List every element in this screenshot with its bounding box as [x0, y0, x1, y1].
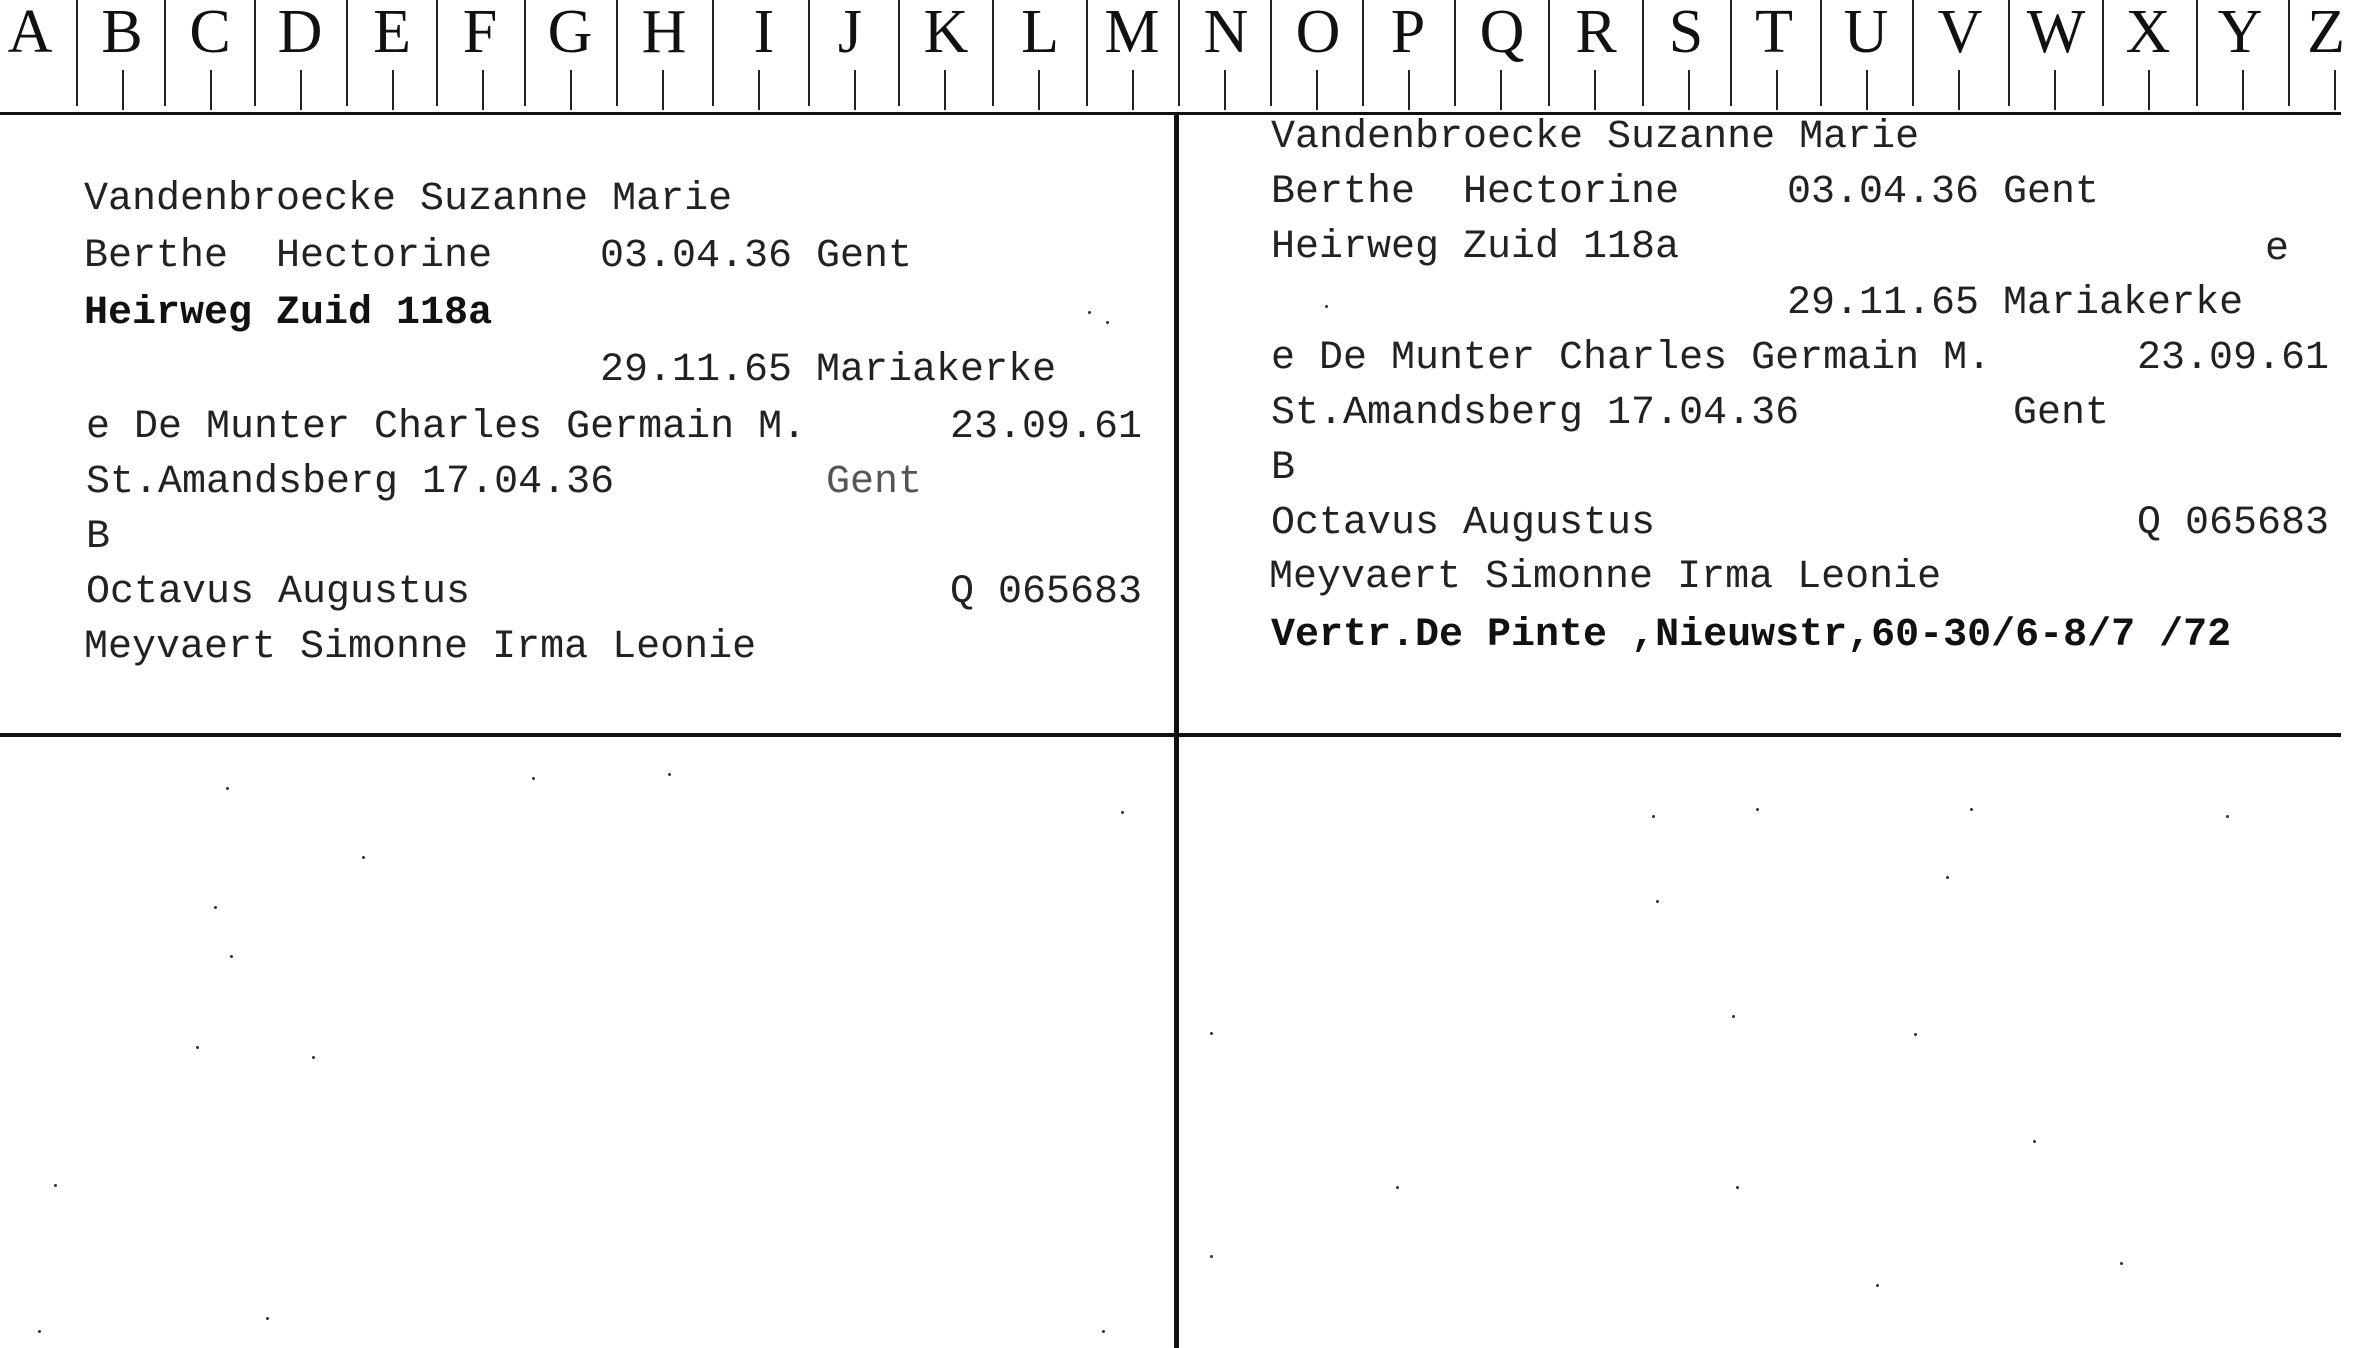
- index-divider: [1820, 0, 1822, 106]
- index-divider: [1730, 0, 1732, 106]
- index-divider: [524, 0, 526, 106]
- left-code: B: [86, 515, 111, 560]
- index-tick: [1500, 70, 1502, 110]
- right-code: B: [1271, 446, 1296, 491]
- index-divider: [2102, 0, 2104, 106]
- index-divider: [436, 0, 438, 106]
- scan-speck: [1121, 811, 1124, 814]
- index-divider: [76, 0, 78, 106]
- index-tick: [2242, 70, 2244, 110]
- scan-speck: [54, 1184, 57, 1187]
- scan-speck: [1396, 1186, 1399, 1189]
- index-tick: [758, 70, 760, 110]
- index-tick: [1316, 70, 1318, 110]
- index-tick: [1688, 70, 1690, 110]
- index-divider: [992, 0, 994, 106]
- scan-speck: [668, 773, 671, 776]
- index-divider: [164, 0, 166, 106]
- left-spouse: e De Munter Charles Germain M.: [86, 405, 807, 450]
- scan-speck: [362, 856, 365, 859]
- index-letter-d: D: [277, 0, 323, 66]
- index-tick: [662, 70, 664, 110]
- scan-speck: [1102, 1330, 1105, 1333]
- index-letter-t: T: [1755, 0, 1793, 66]
- right-card-bottom-rule: [1179, 733, 2341, 737]
- right-spouse-birth-place: Gent: [2013, 391, 2110, 436]
- card-divider: [1174, 112, 1179, 1348]
- right-marriage-date-place: 29.11.65 Mariakerke: [1787, 281, 2244, 326]
- alphabet-index-bar: [0, 0, 2345, 115]
- scan-speck: [1914, 1033, 1917, 1036]
- left-spouse-birth-place: Gent: [826, 460, 923, 505]
- left-birth-date-place: 03.04.36 Gent: [600, 234, 913, 279]
- scan-speck: [1970, 808, 1973, 811]
- right-given-names: Berthe Hectorine: [1271, 170, 1680, 215]
- right-spouse-date: 23.09.61: [2137, 336, 2330, 381]
- index-divider: [1548, 0, 1550, 106]
- index-divider: [898, 0, 900, 106]
- left-marriage-date-place: 29.11.65 Mariakerke: [600, 348, 1057, 393]
- index-divider: [1178, 0, 1180, 106]
- right-father: Octavus Augustus: [1271, 501, 1656, 546]
- scan-speck: [1656, 900, 1659, 903]
- left-spouse-date: 23.09.61: [950, 405, 1143, 450]
- scan-speck: [1736, 1186, 1739, 1189]
- scan-speck: [1756, 808, 1759, 811]
- scan-speck: [1732, 1015, 1735, 1018]
- index-letter-n: N: [1203, 0, 1249, 66]
- index-tick: [1866, 70, 1868, 110]
- index-tick: [1132, 70, 1134, 110]
- index-letter-m: M: [1104, 0, 1160, 66]
- index-tick: [300, 70, 302, 110]
- index-letter-r: R: [1575, 0, 1617, 66]
- index-tick: [944, 70, 946, 110]
- left-mother: Meyvaert Simonne Irma Leonie: [84, 625, 757, 670]
- scan-speck: [1876, 1284, 1879, 1287]
- index-letter-j: J: [837, 0, 863, 66]
- right-spouse-birth: St.Amandsberg 17.04.36: [1271, 391, 1800, 436]
- index-letter-v: V: [1937, 0, 1983, 66]
- index-tick: [2334, 70, 2336, 110]
- index-divider: [1454, 0, 1456, 106]
- scan-speck: [1946, 876, 1949, 879]
- index-divider: [1086, 0, 1088, 106]
- index-letter-h: H: [641, 0, 687, 66]
- index-tick: [1958, 70, 1960, 110]
- index-letter-x: X: [2125, 0, 2171, 66]
- index-letter-k: K: [923, 0, 969, 66]
- scan-speck: [2226, 815, 2229, 818]
- index-letter-l: L: [1021, 0, 1059, 66]
- index-tick: [1038, 70, 1040, 110]
- scan-speck: [1325, 305, 1328, 308]
- index-letter-c: C: [189, 0, 231, 66]
- index-tick: [1594, 70, 1596, 110]
- left-given-names: Berthe Hectorine: [84, 234, 493, 279]
- index-letter-b: B: [101, 0, 143, 66]
- index-divider: [346, 0, 348, 106]
- left-father: Octavus Augustus: [86, 570, 471, 615]
- scan-speck: [196, 1046, 199, 1049]
- index-tick: [2054, 70, 2056, 110]
- index-letter-e: E: [373, 0, 411, 66]
- index-letter-q: Q: [1479, 0, 1525, 66]
- scan-speck: [532, 777, 535, 780]
- index-divider: [2196, 0, 2198, 106]
- left-name-line: Vandenbroecke Suzanne Marie: [84, 177, 733, 222]
- index-divider: [1270, 0, 1272, 106]
- index-divider: [254, 0, 256, 106]
- index-divider: [1642, 0, 1644, 106]
- scan-speck: [312, 1056, 315, 1059]
- left-card-bottom-rule: [0, 733, 1174, 737]
- index-divider: [1362, 0, 1364, 106]
- scan-speck: [2120, 1262, 2123, 1265]
- index-letter-y: Y: [2217, 0, 2263, 66]
- scan-speck: [230, 955, 233, 958]
- index-divider: [2008, 0, 2010, 106]
- scan-speck: [1210, 1032, 1213, 1035]
- index-divider: [1912, 0, 1914, 106]
- scan-speck: [266, 1317, 269, 1320]
- index-letter-a: A: [7, 0, 53, 66]
- right-spouse: e De Munter Charles Germain M.: [1271, 336, 1992, 381]
- index-tick: [392, 70, 394, 110]
- index-divider: [712, 0, 714, 106]
- scan-speck: [1210, 1255, 1213, 1258]
- scan-speck: [214, 906, 217, 909]
- index-tick: [1776, 70, 1778, 110]
- left-spouse-birth: St.Amandsberg 17.04.36: [86, 460, 615, 505]
- right-file-number: Q 065683: [2137, 501, 2330, 546]
- right-address-note: e: [2265, 227, 2290, 272]
- index-divider: [2288, 0, 2290, 106]
- index-tick: [1408, 70, 1410, 110]
- index-tick: [210, 70, 212, 110]
- scan-speck: [1652, 815, 1655, 818]
- index-letter-p: P: [1390, 0, 1426, 66]
- index-letter-o: O: [1295, 0, 1341, 66]
- index-tick: [122, 70, 124, 110]
- index-tick: [854, 70, 856, 110]
- index-tick: [2148, 70, 2150, 110]
- index-letter-i: I: [753, 0, 775, 66]
- scan-speck: [226, 787, 229, 790]
- right-birth-date-place: 03.04.36 Gent: [1787, 170, 2100, 215]
- index-tick: [570, 70, 572, 110]
- left-file-number: Q 065683: [950, 570, 1143, 615]
- index-letter-u: U: [1843, 0, 1889, 66]
- index-divider: [808, 0, 810, 106]
- scan-speck: [1106, 321, 1109, 324]
- left-address: Heirweg Zuid 118a: [84, 291, 493, 336]
- right-residence-note: Vertr.De Pinte ,Nieuwstr,60-30/6-8/7 /72: [1271, 613, 2232, 658]
- index-tick: [482, 70, 484, 110]
- index-divider: [616, 0, 618, 106]
- index-letter-z: Z: [2307, 0, 2345, 66]
- scan-speck: [1088, 311, 1091, 314]
- right-mother: Meyvaert Simonne Irma Leonie: [1269, 555, 1942, 600]
- index-letter-f: F: [462, 0, 498, 66]
- index-tick: [1224, 70, 1226, 110]
- index-letter-w: W: [2026, 0, 2086, 66]
- scan-speck: [38, 1330, 41, 1333]
- index-letter-g: G: [547, 0, 593, 66]
- right-name-line: Vandenbroecke Suzanne Marie: [1271, 115, 1920, 160]
- index-letter-s: S: [1668, 0, 1704, 66]
- scan-speck: [2033, 1140, 2036, 1143]
- right-address: Heirweg Zuid 118a: [1271, 225, 1680, 270]
